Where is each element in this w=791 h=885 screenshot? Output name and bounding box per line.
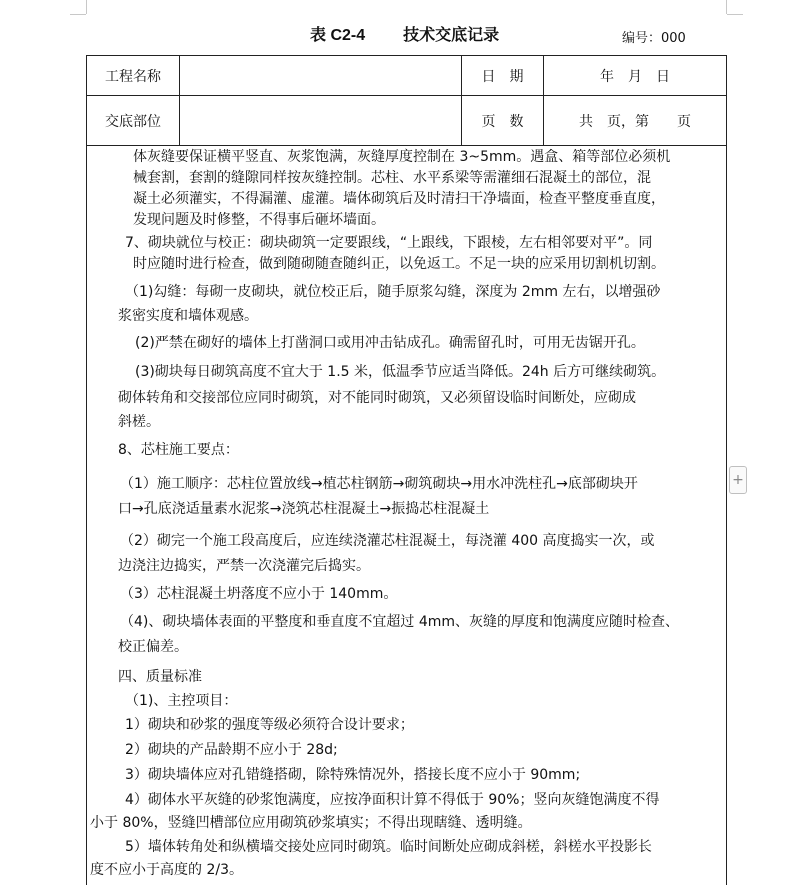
expand-handle-button[interactable] [729,466,747,494]
title-text: 技术交底记录 [403,25,500,44]
table-code: 表 C2-4 [310,27,366,44]
location-field[interactable] [180,96,461,145]
date-label: 日 期 [481,68,524,85]
text-line: (2)严禁在砌好的墙体上打凿洞口或用冲击钻成孔。确需留孔时，可用无齿锯开孔。 [135,335,645,351]
text-line: 边浇注边捣实，严禁一次浇灌完后捣实。 [118,558,370,574]
text-line: （4)、砌块墙体表面的平整度和垂直度不宜超过 4mm、灰缝的厚度和饱满度应随时检查、 [120,614,679,630]
text-line: 时应随时进行检查，做到随砌随查随纠正，以免返工。不足一块的应采用切割机切割。 [133,256,665,272]
date-field[interactable]: 年 月 日 [600,68,670,85]
text-line: 发现问题及时修整，不得事后砸坏墙面。 [133,212,385,228]
text-line: 斜槎。 [118,414,160,430]
text-line: （2）砌完一个施工段高度后，应连续浇灌芯柱混凝土，每浇灌 400 高度捣实一次，或 [120,533,655,549]
document-number: 编号：000 [622,31,686,46]
project-name-field[interactable] [180,56,461,95]
plus-icon: + [732,472,744,488]
row-divider [87,145,726,146]
text-line: 7、砌块就位与校正：砌块砌筑一定要跟线，“上跟线，下跟棱，左右相邻要对平”。同 [125,235,653,251]
text-line: 口→孔底浇适量素水泥浆→浇筑芯柱混凝土→振捣芯柱混凝土 [118,501,490,517]
text-line: 校正偏差。 [118,639,188,655]
text-line: （1)勾缝：每砌一皮砌块，就位校正后，随手原浆勾缝，深度为 2mm 左右，以增强砂 [125,284,661,300]
text-line: (3)砌块每日砌筑高度不宜大于 1.5 米，低温季节应适当降低。24h 后方可继续砌筑。 [135,364,666,380]
form-title [310,22,499,45]
text-line: （1)、主控项目： [125,693,238,709]
text-line: 1）砌块和砂浆的强度等级必须符合设计要求； [125,717,414,733]
text-line: 8、芯柱施工要点： [118,442,239,458]
text-line: 四、质量标准 [118,669,202,685]
crop-mark-top-left [86,0,87,14]
project-name-label: 工程名称 [105,68,161,85]
record-form [86,55,727,885]
text-line: 4）砌体水平灰缝的砂浆饱满度，应按净面积计算不得低于 90%；竖向灰缝饱满度不得 [125,792,660,808]
location-label: 交底部位 [105,113,161,130]
page-title [0,22,791,46]
text-line: 凝土必须灌实，不得漏灌、虚灌。墙体砌筑后及时清扫干净墙面，检查平整度垂直度， [133,191,665,207]
text-line: 小于 80%，竖缝凹槽部位应用砌筑砂浆填实；不得出现瞎缝、透明缝。 [90,815,532,831]
text-line: 度不应小于高度的 2/3。 [90,862,243,878]
text-line: 砌体转角和交接部位应同时砌筑，对不能同时砌筑，又必须留设临时间断处，应砌成 [118,390,636,406]
text-line: 浆密实度和墙体观感。 [118,308,258,324]
pages-field[interactable]: 共 页，第 页 [579,113,691,130]
text-line: 械套割，套割的缝隙同样按灰缝控制。芯柱、水平系梁等需灌细石混凝土的部位，混 [133,170,651,186]
crop-mark-top-right [726,0,727,14]
text-line: 3）砌块墙体应对孔错缝搭砌，除特殊情况外，搭接长度不应小于 90mm; [125,767,581,783]
text-line: 5）墙体转角处和纵横墙交接处应同时砌筑。临时间断处应砌成斜槎，斜槎水平投影长 [125,839,652,855]
text-line: 2）砌块的产品龄期不应小于 28d; [125,742,338,758]
text-line: 体灰缝要保证横平竖直、灰浆饱满，灰缝厚度控制在 3~5mm。遇盒、箱等部位必须机 [133,149,671,165]
crop-mark-left [70,14,86,15]
text-line: （3）芯柱混凝土坍落度不应小于 140mm。 [120,586,398,602]
text-line: （1）施工顺序：芯柱位置放线→植芯柱钢筋→砌筑砌块→用水冲洗柱孔→底部砌块开 [120,476,638,492]
crop-mark-right [727,14,743,15]
pages-label: 页 数 [481,113,524,130]
